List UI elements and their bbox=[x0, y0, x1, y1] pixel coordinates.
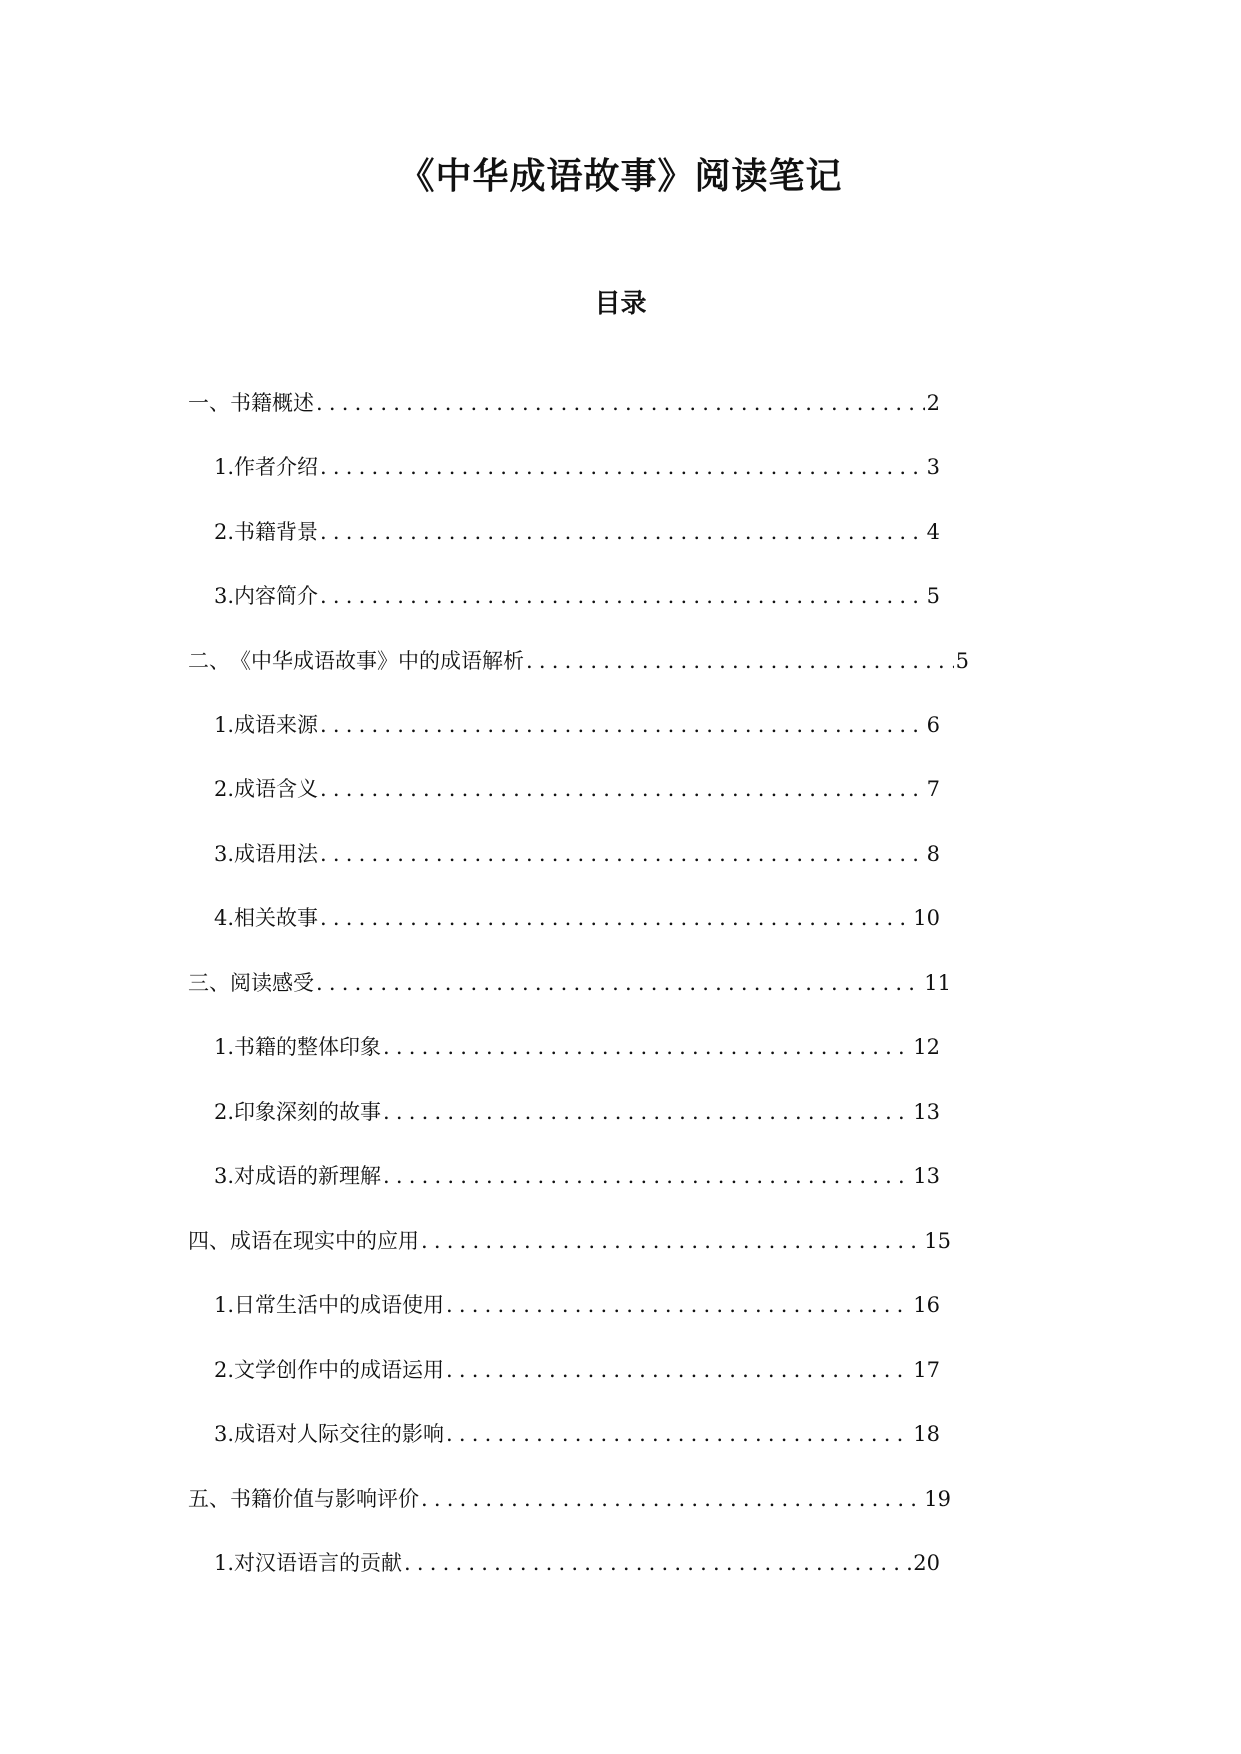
toc-entry-text: 成语来源 bbox=[234, 713, 319, 737]
toc-entry-text: 成语用法 bbox=[234, 842, 319, 866]
toc-entry-prefix: 3. bbox=[214, 1422, 235, 1446]
toc-leader-dots bbox=[444, 1355, 911, 1385]
toc-entry-subsection[interactable] bbox=[214, 903, 940, 933]
toc-entry-subsection[interactable] bbox=[214, 1290, 940, 1320]
toc-entry-page: 13 bbox=[913, 1100, 940, 1124]
toc-entry-subsection[interactable] bbox=[214, 1419, 940, 1449]
toc-leader-dots bbox=[318, 774, 925, 804]
toc-entry-text: 作者介绍 bbox=[234, 455, 319, 479]
toc-entry-section-4[interactable] bbox=[188, 1226, 951, 1256]
toc-entry-prefix: 2. bbox=[214, 1100, 235, 1124]
toc-leader-dots bbox=[318, 710, 925, 740]
toc-entry-subsection[interactable] bbox=[214, 452, 940, 482]
toc-entry-page: 19 bbox=[924, 1487, 951, 1511]
toc-entry-subsection[interactable] bbox=[214, 839, 940, 869]
toc-entry-page: 18 bbox=[913, 1422, 940, 1446]
toc-entry-prefix: 4. bbox=[214, 906, 235, 930]
toc-leader-dots bbox=[318, 581, 925, 611]
toc-entry-text: 成语对人际交往的影响 bbox=[234, 1422, 445, 1446]
toc-entry-prefix: 2. bbox=[214, 520, 235, 544]
toc-entry-text: 印象深刻的故事 bbox=[234, 1100, 382, 1124]
toc-entry-prefix: 1. bbox=[214, 1551, 235, 1575]
toc-entry-page: 5 bbox=[926, 584, 940, 608]
toc-leader-dots bbox=[419, 1226, 922, 1256]
toc-entry-prefix: 一、 bbox=[188, 391, 230, 415]
toc-entry-page: 8 bbox=[926, 842, 940, 866]
toc-entry-page: 2 bbox=[926, 391, 940, 415]
toc-leader-dots bbox=[444, 1419, 911, 1449]
toc-entry-prefix: 1. bbox=[214, 1293, 235, 1317]
toc-entry-text: 书籍背景 bbox=[234, 520, 319, 544]
toc-entry-section-3[interactable] bbox=[188, 968, 951, 998]
toc-entry-subsection[interactable] bbox=[214, 1161, 940, 1191]
toc-entry-text: 阅读感受 bbox=[230, 971, 314, 995]
toc-entry-page: 12 bbox=[913, 1035, 940, 1059]
toc-entry-prefix: 2. bbox=[214, 1358, 235, 1382]
toc-entry-subsection[interactable] bbox=[214, 1548, 940, 1578]
toc-entry-page: 11 bbox=[924, 971, 951, 995]
toc-entry-section-5[interactable] bbox=[188, 1484, 951, 1514]
toc-entry-prefix: 3. bbox=[214, 1164, 235, 1188]
toc-entry-page: 3 bbox=[926, 455, 940, 479]
toc-leader-dots bbox=[444, 1290, 911, 1320]
toc-entry-text: 内容简介 bbox=[234, 584, 319, 608]
toc-entry-subsection[interactable] bbox=[214, 1355, 940, 1385]
toc-leader-dots bbox=[318, 517, 925, 547]
toc-entry-page: 20 bbox=[913, 1551, 940, 1575]
toc-leader-dots bbox=[381, 1032, 911, 1062]
toc-entry-text: 书籍的整体印象 bbox=[234, 1035, 382, 1059]
toc-entry-prefix: 1. bbox=[214, 1035, 235, 1059]
toc-entry-prefix: 1. bbox=[214, 713, 235, 737]
toc-entry-prefix: 3. bbox=[214, 584, 235, 608]
document-title: 《中华成语故事》阅读笔记 bbox=[398, 156, 843, 197]
toc-leader-dots bbox=[318, 839, 925, 869]
toc-entry-text: 对成语的新理解 bbox=[234, 1164, 382, 1188]
toc-leader-dots bbox=[318, 903, 911, 933]
toc-entry-text: 成语含义 bbox=[234, 777, 319, 801]
toc-entry-page: 16 bbox=[913, 1293, 940, 1317]
toc-leader-dots bbox=[318, 452, 925, 482]
toc-leader-dots bbox=[381, 1097, 911, 1127]
toc-entry-prefix: 五、 bbox=[188, 1487, 230, 1511]
toc-leader-dots bbox=[419, 1484, 922, 1514]
toc-entry-section-1[interactable] bbox=[188, 388, 940, 418]
toc-entry-text: 书籍概述 bbox=[230, 391, 314, 415]
toc-entry-page: 5 bbox=[955, 649, 969, 673]
toc-entry-text: 《中华成语故事》中的成语解析 bbox=[230, 649, 524, 673]
toc-entry-page: 15 bbox=[924, 1229, 951, 1253]
toc-entry-text: 日常生活中的成语使用 bbox=[234, 1293, 445, 1317]
toc-entry-subsection[interactable] bbox=[214, 1097, 940, 1127]
toc-entry-text: 文学创作中的成语运用 bbox=[234, 1358, 445, 1382]
toc-entry-page: 10 bbox=[913, 906, 940, 930]
toc-entry-subsection[interactable] bbox=[214, 517, 940, 547]
toc-entry-page: 17 bbox=[913, 1358, 940, 1382]
toc-heading: 目录 bbox=[594, 289, 647, 319]
toc-leader-dots bbox=[381, 1161, 911, 1191]
toc-entry-prefix: 1. bbox=[214, 455, 235, 479]
toc-entry-subsection[interactable] bbox=[214, 1032, 940, 1062]
toc-entry-prefix: 四、 bbox=[188, 1229, 230, 1253]
toc-entry-subsection[interactable] bbox=[214, 581, 940, 611]
toc-entry-page: 13 bbox=[913, 1164, 940, 1188]
toc-entry-page: 6 bbox=[926, 713, 940, 737]
toc-entry-prefix: 3. bbox=[214, 842, 235, 866]
toc-entry-text: 成语在现实中的应用 bbox=[230, 1229, 419, 1253]
toc-entry-subsection[interactable] bbox=[214, 774, 940, 804]
toc-entry-text: 书籍价值与影响评价 bbox=[230, 1487, 419, 1511]
toc-entry-section-2[interactable] bbox=[188, 646, 969, 676]
toc-entry-subsection[interactable] bbox=[214, 710, 940, 740]
toc-leader-dots bbox=[314, 968, 922, 998]
toc-leader-dots bbox=[524, 646, 954, 676]
toc-leader-dots bbox=[314, 388, 925, 418]
toc-leader-dots bbox=[402, 1548, 911, 1578]
toc-entry-text: 相关故事 bbox=[234, 906, 319, 930]
toc-entry-page: 7 bbox=[926, 777, 940, 801]
toc-entry-page: 4 bbox=[926, 520, 940, 544]
toc-entry-text: 对汉语语言的贡献 bbox=[234, 1551, 403, 1575]
toc-entry-prefix: 2. bbox=[214, 777, 235, 801]
toc-entry-prefix: 三、 bbox=[188, 971, 230, 995]
toc-entry-prefix: 二、 bbox=[188, 649, 230, 673]
